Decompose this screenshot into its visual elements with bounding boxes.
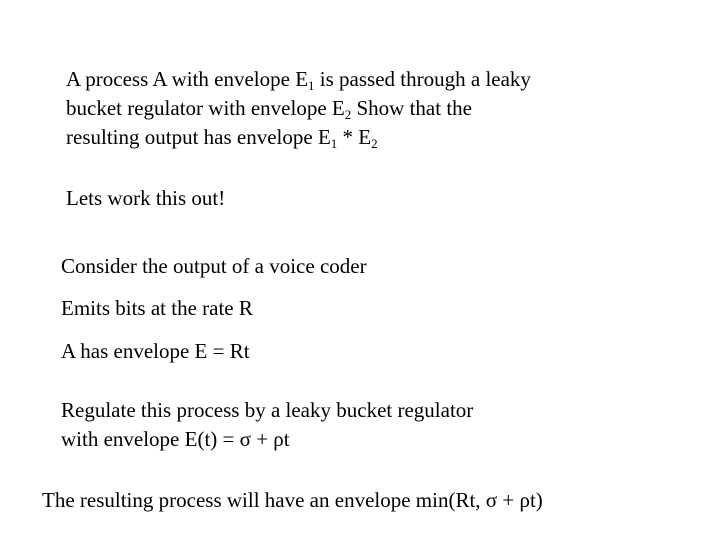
problem-line-1-text-b: is passed through a leaky <box>314 67 531 91</box>
step-regulate-line-2: with envelope E(t) = σ + ρt <box>61 427 290 451</box>
problem-line-1-text-a: A process A with envelope E <box>66 67 309 91</box>
subscript-1: 1 <box>330 136 338 151</box>
problem-line-1 <box>66 66 531 93</box>
subscript-2: 2 <box>344 107 352 122</box>
problem-line-3 <box>66 124 378 151</box>
subscript-1: 1 <box>308 78 315 93</box>
problem-line-3-text-a: resulting output has envelope E <box>66 125 331 149</box>
conclusion-line: The resulting process will have an envelope min(Rt, σ + ρt) <box>42 488 543 512</box>
intro-line: Lets work this out! <box>66 186 226 210</box>
step-regulate-line-1: Regulate this process by a leaky bucket regulator <box>61 398 474 422</box>
subscript-2: 2 <box>371 136 378 151</box>
step-emits-bits: Emits bits at the rate R <box>61 296 253 320</box>
problem-line-3-text-mid: * E <box>337 125 372 149</box>
step-a-envelope: A has envelope E = Rt <box>61 339 250 363</box>
problem-line-2-text-a: bucket regulator with envelope E <box>66 96 345 120</box>
problem-line-2-text-b: Show that the <box>351 96 472 120</box>
problem-line-2 <box>66 95 472 122</box>
step-consider-output: Consider the output of a voice coder <box>61 254 367 278</box>
